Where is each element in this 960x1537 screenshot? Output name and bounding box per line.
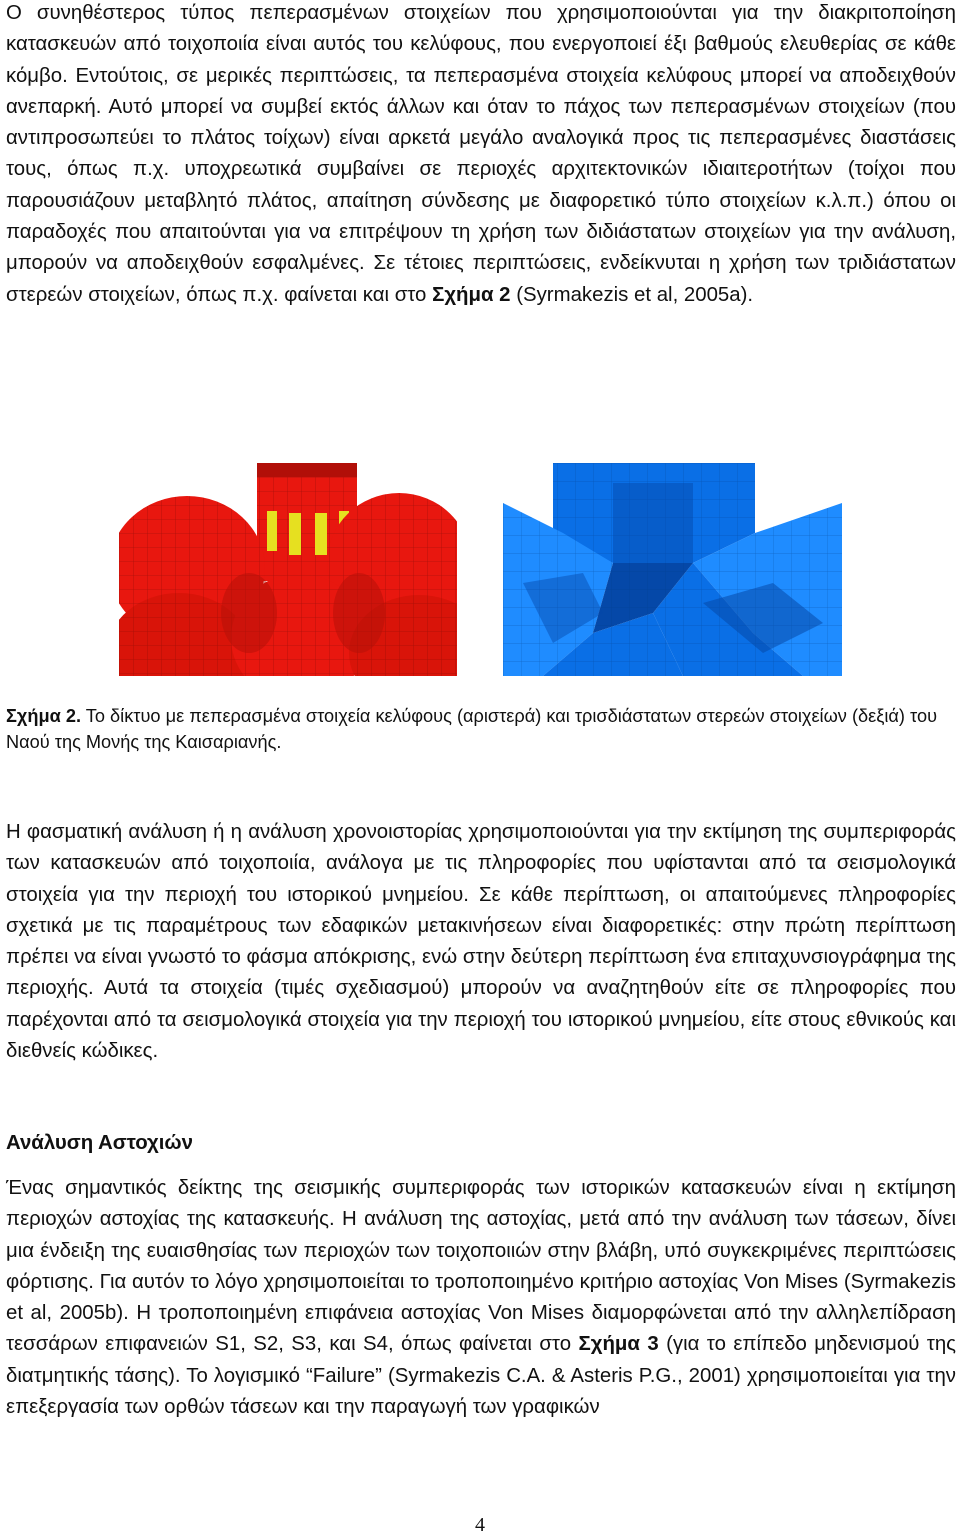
body-paragraph [6,0,956,311]
body-paragraph [6,817,956,1067]
paragraph-text: Ένας σημαντικός δείκτης της σεισμικής συμπεριφοράς των ιστορικών κατασκευών είναι η εκτίμηση περιοχών αστοχίας της κατασκευής. Η ανάλυση της αστοχίας, μετά από την ανάλυση των τάσεων, δίνει μια ένδειξη της ευαισθησίας των περιοχών των τοιχοποιιών στην βλάβη, υπό συγκεκριμένες περιπτώσεις φόρτισης. Για αυτόν το λόγο χρησιμοποιείται το τροποποιημένο κριτήριο αστοχίας Von Mises (Syrmakezis et al, 2005b). Η τροποποιημένη επιφάνεια αστοχίας Von Mises διαμορφώνεται από την αλληλεπίδραση τεσσάρων επιφανειών S1, S2, S3, και S4, όπως φαίνεται στο [6,1177,956,1356]
paragraph-text: Η φασματική ανάλυση ή η ανάλυση χρονοιστορίας χρησιμοποιούνται για την εκτίμηση της συμπεριφοράς των κατασκευών από τοιχοποιία, ανάλογα με τις πληροφορίες που υφίστανται από τα σεισμολογικά στοιχεία για την περιοχή του ιστορικού μνημείου. Σε κάθε περίπτωση, οι απαιτούμενες πληροφορίες σχετικά με τις παραμέτρους των εδαφικών μετακινήσεων είναι διαφορετικές: στην πρώτη περίπτωση πρέπει να είναι γνωστό το φάσμα απόκρισης, ενώ στην δεύτερη περίπτωση ένα επιταχυνσιογράφημα της περιοχής. Αυτά τα στοιχεία (τιμές σχεδιασμού) μπορούν να αναζητηθούν είτε σε πληροφορίες που παρέχονται από τα σεισμολογικά στοιχεία για την περιοχή του ιστορικού μνημείου, είτε στους εθνικούς και διεθνείς κώδικες. [6,821,956,1063]
shell-mesh-illustration [119,463,457,676]
citation: (Syrmakezis et al, 2005a). [516,283,754,306]
paragraph-text: Ο συνηθέστερος τύπος πεπερασμένων στοιχείων που χρησιμοποιούνται για την διακριτοποίηση κατασκευών από τοιχοποιία είναι αυτός του κελύφους, που ενεργοποιεί έξι βαθμούς ελευθερίας σε κάθε κόμβο. Εντούτοις, σε μερικές περιπτώσεις, τα πεπερασμένα στοιχεία κελύφους μπορεί να αποδειχθούν ανεπαρκή. Αυτό μπορεί να συμβεί εκτός άλλων και όταν το πάχος των πεπερασμένων στοιχείων (που αντιπροσωπεύει το πλάτος τοίχων) είναι αρκετά μεγάλο αναλογικά προς τις πεπερασμένες διαστάσεις τους, όπως π.χ. υποχρεωτικά συμβαίνει σε περιοχές αρχιτεκτονικών ιδιαιτεροτήτων (τοίχοι που παρουσιάζουν μεταβλητό πλάτος, απαίτηση σύνδεσης με διαφορετικό τύπο στοιχείων κ.λ.π.) όπου οι παραδοχές που απαιτούνται για να επιτρέψουν τη χρήση των διδιάστατων στοιχείων για την ανάλυση, μπορούν να αποδειχθούν εσφαλμένες. Σε τέτοιες περιπτώσεις, ενδείκνυται η χρήση των τριδιάστατων στερεών στοιχείων, όπως π.χ. φαίνεται και στο [6,2,956,306]
page-number: 4 [475,1514,485,1536]
figure-label: Σχήμα 2. [6,706,82,726]
figure-reference: Σχήμα 2 [432,283,511,306]
shell-mesh-figure [119,463,457,676]
paragraph-continuation: (για το επίπεδο μηδενισμού της διατμητικής τάσης). Το λογισμικό “Failure” (Syrmakezis C.A. & Asteris P.G., 2001) χρησιμοποιείται για την επεξεργασία των ορθών τάσεων και την παραγωγή των γραφικών [6,1333,956,1419]
section-heading: Ανάλυση Αστοχιών [6,1132,193,1154]
figure-caption [6,703,951,755]
figure-reference: Σχήμα 3 [578,1333,659,1356]
solid-mesh-figure [503,463,842,676]
body-paragraph [6,1173,956,1423]
solid-mesh-illustration [503,463,842,676]
caption-text: Το δίκτυο με πεπερασμένα στοιχεία κελύφους (αριστερά) και τρισδιάστατων στερεών στοιχείων (δεξιά) του Ναού της Μονής της Καισαριανής. [6,706,938,752]
